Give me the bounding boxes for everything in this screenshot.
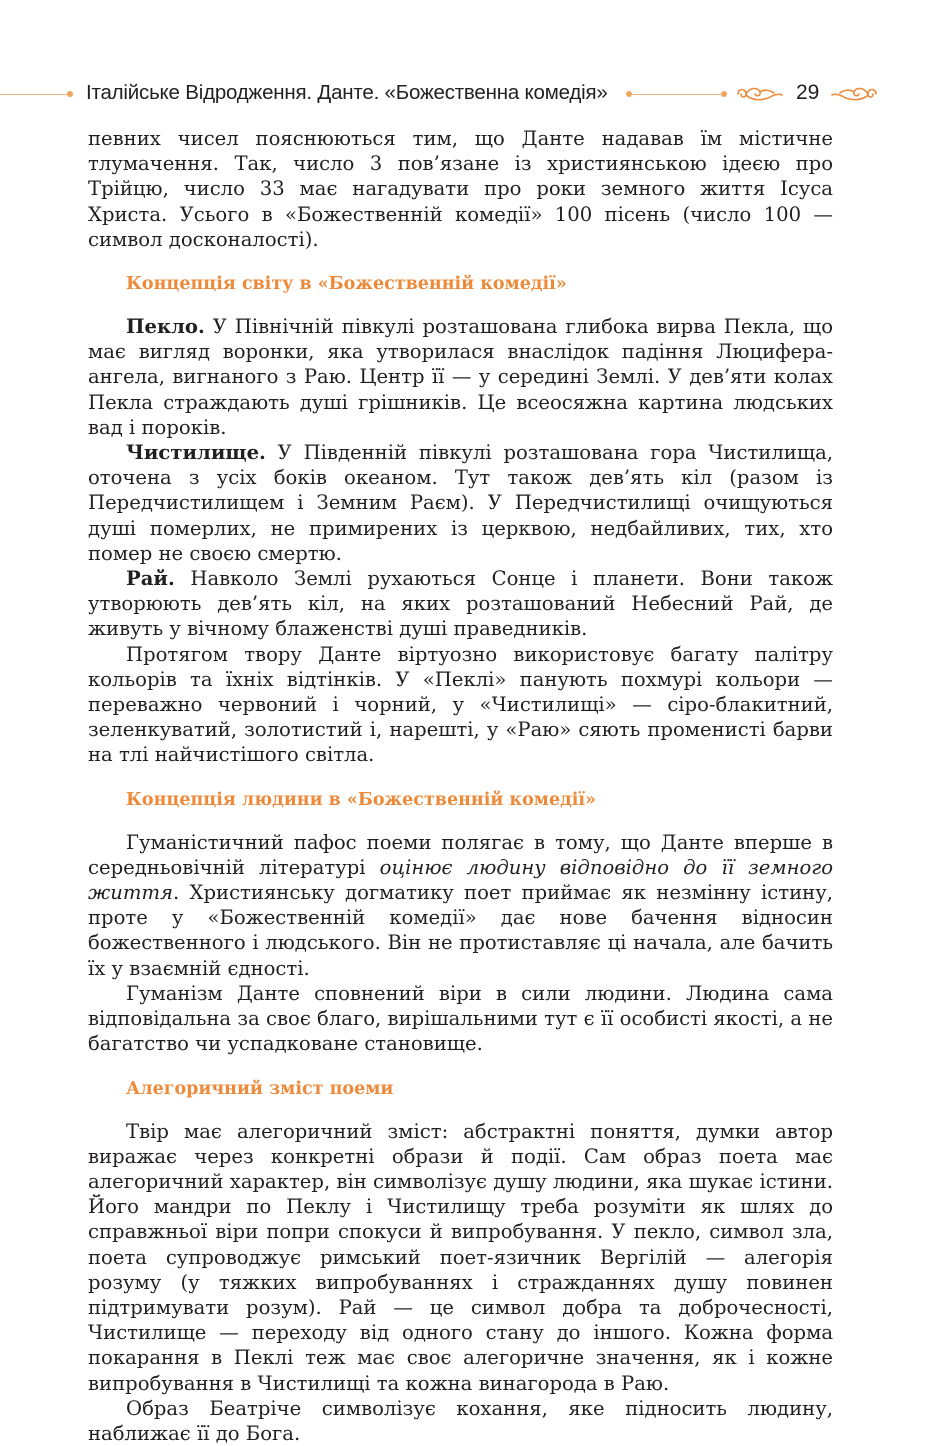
intro-paragraph: певних чисел пояснюються тим, що Данте надавав їм містичне тлумачення. Так, число 3 пов’язане із християнською ідеєю про Трійцю, число 33 має нагадувати про роки земного життя Ісуса Христа. Усього в «Божественній комедії» 100 пісень (число 100 — символ досконалості). <box>88 127 833 251</box>
section-heading-allegory: Алегоричний зміст поеми <box>126 1078 394 1099</box>
scroll-ornament-left-icon <box>734 83 784 105</box>
page-number: 29 <box>796 81 820 104</box>
header-dot <box>721 91 727 97</box>
beatrice-paragraph: Образ Беатріче символізує кохання, яке підносить людину, наближає її до Бога. <box>88 1396 833 1445</box>
page-body <box>88 126 833 1446</box>
paradise-paragraph <box>88 566 833 642</box>
paradise-text: Навколо Землі рухаються Сонце і планети. Вони також утворюють дев’ять кіл, на яких розташований Небесний Рай, де живуть у вічному блаженстві душі праведників. <box>88 567 833 641</box>
section-heading-human-concept: Концепція людини в «Божественній комедії» <box>126 789 596 810</box>
purgatory-text: У Південній півкулі розташована гора Чистилища, оточена з усіх боків океаном. Тут також дев’ять кіл (разом із Передчистилищем і Земним Раєм). У Передчистилищі очищуються душі померлих, не примирених із церквою, недбайливих, тих, хто помер не своєю смертю. <box>88 441 833 565</box>
humanism-paragraph-2: Гуманізм Данте сповнений віри в сили людини. Людина сама відповідальна за своє благо, вирішальними тут є її особисті якості, а не багатство чи успадковане становище. <box>88 981 833 1056</box>
humanism-text-start: Гуманістичний пафос поеми полягає в тому, що Данте вперше в середньовічній літературі <box>88 830 833 879</box>
scroll-ornament-right-icon <box>830 83 880 105</box>
humanism-paragraph <box>88 830 833 981</box>
purgatory-paragraph <box>88 440 833 566</box>
header-rule-left <box>0 94 70 95</box>
humanism-text-end: . Християнську догматику поет приймає як незмінну істину, проте у «Божественній комедії» дає нове бачення відносин божественного і людського. Він не протиставляє ці начала, але бачить їх у взаємній єдності. <box>88 881 833 980</box>
hell-paragraph <box>88 314 833 440</box>
header-rule-right <box>632 94 724 95</box>
hell-text: У Північній півкулі розташована глибока вирва Пекла, що має вигляд воронки, яка утворилася внаслідок падіння Люцифера-ангела, вигнаного з Раю. Центр її — у середині Землі. У дев’яти колах Пекла страждають душі грішників. Це всеосяжна картина людських вад і пороків. <box>88 315 833 439</box>
humanism-emphasis: оцінює людину відповідно до її земного життя <box>88 855 833 905</box>
running-header <box>0 78 952 112</box>
hell-term: Пекло. <box>126 315 205 339</box>
header-dot <box>67 91 73 97</box>
purgatory-term: Чистилище. <box>126 441 266 465</box>
allegory-paragraph: Твір має алегоричний зміст: абстрактні поняття, думки автор виражає через конкретні образи й події. Сам образ поета має алегоричний характер, він символізує душу людини, яка шукає істини. Його мандри по Пеклу і Чистилищу треба розуміти як шлях до справжньої віри попри спокуси й випробування. У пекло, символ зла, поета супроводжує римський поет-язичник Вергілій — алегорія розуму (у тяжких випробуваннях і стражданнях душу повинен підтримувати розум). Рай — це символ добра та доброчесності, Чистилище — переходу від одного стану до іншого. Кожна форма покарання в Пеклі теж має своє алегоричне значення, як і кожне випробування в Чистилищі та кожна винагорода в Раю. <box>88 1119 833 1395</box>
colors-paragraph: Протягом твору Данте віртуозно використовує багату палітру кольорів та їхніх відтінків. У «Пеклі» панують похмурі кольори — переважно червоний і чорний, у «Чистилищі» — сіро-блакитний, зеленкуватий, золотистий і, нарешті, у «Раю» сяють променисті барви на тлі найчистішого світла. <box>88 642 833 767</box>
section-heading-world-concept: Концепція світу в «Божественній комедії» <box>126 274 567 295</box>
running-header-title: Італійське Відродження. Данте. «Божественна комедія» <box>86 81 608 104</box>
paradise-term: Рай. <box>126 567 175 591</box>
